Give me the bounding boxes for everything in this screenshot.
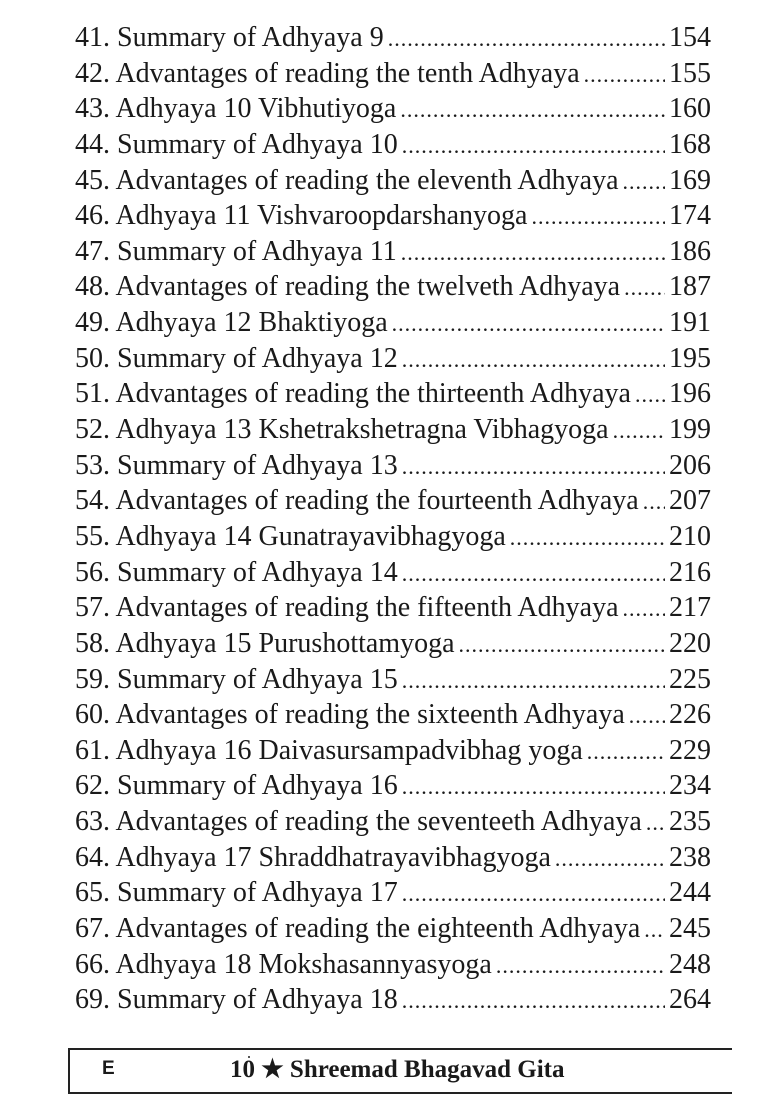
dot-leader: [402, 556, 665, 592]
toc-entry-label: 58. Adhyaya 15 Purushottamyoga: [75, 627, 455, 659]
toc-entry-page: 186: [669, 235, 711, 267]
toc-entry-page: 216: [669, 556, 711, 588]
dot-leader: [531, 199, 665, 235]
toc-entry-page: 225: [669, 663, 711, 695]
dot-leader: [644, 912, 665, 948]
toc-entry-label: 42. Advantages of reading the tenth Adhyaya: [75, 57, 580, 89]
dot-leader: [646, 805, 665, 841]
toc-entry-page: 191: [669, 307, 711, 339]
toc-entry-page: 195: [669, 342, 711, 374]
toc-entry: [75, 911, 711, 947]
toc-entry-page: 244: [669, 877, 711, 909]
toc-entry-label: 60. Advantages of reading the sixteenth Adhyaya: [75, 699, 625, 731]
toc-entry-page: 155: [669, 57, 711, 89]
toc-entry: [75, 626, 711, 662]
dot-leader: [402, 983, 665, 1019]
page-footer: [68, 1048, 732, 1094]
dot-leader: [496, 948, 665, 984]
toc-entry: [75, 840, 711, 876]
toc-entry: [75, 412, 711, 448]
edition-mark: E: [102, 1058, 115, 1079]
toc-entry: [75, 875, 711, 911]
dot-leader: [402, 663, 665, 699]
toc-entry-label: 61. Adhyaya 16 Daivasursampadvibhag yoga: [75, 734, 583, 766]
toc-entry-label: 65. Summary of Adhyaya 17: [75, 877, 398, 909]
toc-entry-page: 169: [669, 164, 711, 196]
dot-leader: [392, 306, 665, 342]
toc-entry-label: 64. Adhyaya 17 Shraddhatrayavibhagyoga: [75, 841, 551, 873]
toc-entry-page: 199: [669, 414, 711, 446]
toc-entry-page: 235: [669, 806, 711, 838]
toc-entry-page: 226: [669, 699, 711, 731]
toc-entry-label: 56. Summary of Adhyaya 14: [75, 556, 398, 588]
toc-entry-label: 63. Advantages of reading the seventeeth Adhyaya: [75, 806, 642, 838]
toc-entry: [75, 483, 711, 519]
toc-entry-label: 43. Adhyaya 10 Vibhutiyoga: [75, 93, 397, 125]
toc-entry-label: 50. Summary of Adhyaya 12: [75, 342, 398, 374]
toc-entry: [75, 519, 711, 555]
toc-entry-label: 45. Advantages of reading the eleventh Adhyaya: [75, 164, 619, 196]
toc-entry-label: 46. Adhyaya 11 Vishvaroopdarshanyoga: [75, 200, 528, 232]
dot-leader: [624, 270, 665, 306]
dot-leader: [643, 484, 665, 520]
toc-entry-label: 69. Summary of Adhyaya 18: [75, 984, 398, 1016]
dot-leader: [401, 235, 665, 271]
dot-leader: [623, 591, 666, 627]
dot-leader: [402, 449, 665, 485]
toc-entry-label: 52. Adhyaya 13 Kshetrakshetragna Vibhagyoga: [75, 414, 609, 446]
toc-entry-label: 67. Advantages of reading the eighteenth Adhyaya: [75, 913, 641, 945]
toc-entry: [75, 127, 711, 163]
toc-entry: [75, 234, 711, 270]
toc-entry: [75, 662, 711, 698]
toc-entry: [75, 376, 711, 412]
toc-entry-page: 160: [669, 93, 711, 125]
toc-entry-page: 210: [669, 520, 711, 552]
dot-leader: [623, 164, 666, 200]
toc-entry-label: 51. Advantages of reading the thirteenth Adhyaya: [75, 378, 631, 410]
toc-entry: [75, 804, 711, 840]
toc-entry-page: 229: [669, 734, 711, 766]
dot-leader: [555, 841, 665, 877]
toc-entry-page: 245: [669, 913, 711, 945]
toc-entry: [75, 555, 711, 591]
dot-leader: [510, 520, 665, 556]
toc-entry-page: 187: [669, 271, 711, 303]
toc-entry-label: 62. Summary of Adhyaya 16: [75, 770, 398, 802]
toc-entry: [75, 697, 711, 733]
toc-entry-label: 44. Summary of Adhyaya 10: [75, 128, 398, 160]
toc-entry: [75, 768, 711, 804]
dot-leader: [459, 627, 665, 663]
toc-entry: [75, 947, 711, 983]
toc-entry-page: 207: [669, 485, 711, 517]
table-of-contents: [75, 20, 711, 1018]
dot-leader: [388, 21, 665, 57]
running-footer-title: 10 ★ Shreemad Bhagavad Gita: [230, 1056, 565, 1083]
toc-entry-page: 238: [669, 841, 711, 873]
dot-leader: [400, 92, 665, 128]
toc-entry-label: 48. Advantages of reading the twelveth Adhyaya: [75, 271, 621, 303]
toc-entry: [75, 198, 711, 234]
toc-entry-label: 41. Summary of Adhyaya 9: [75, 22, 384, 53]
toc-entry-label: 53. Summary of Adhyaya 13: [75, 449, 398, 481]
toc-entry-page: 206: [669, 449, 711, 481]
toc-entry-page: 220: [669, 627, 711, 659]
toc-entry-label: 47. Summary of Adhyaya 11: [75, 235, 397, 267]
toc-entry-page: 264: [669, 984, 711, 1016]
toc-entry: [75, 56, 711, 92]
dot-leader: [402, 769, 665, 805]
dot-leader: [584, 57, 665, 93]
toc-entry: [75, 982, 711, 1018]
toc-entry-page: 174: [669, 200, 711, 232]
toc-entry: [75, 305, 711, 341]
dot-leader: [635, 377, 665, 413]
toc-entry-label: 55. Adhyaya 14 Gunatrayavibhagyoga: [75, 520, 506, 552]
toc-entry-page: 248: [669, 948, 711, 980]
toc-entry-label: 49. Adhyaya 12 Bhaktiyoga: [75, 307, 388, 339]
dot-leader: [402, 342, 665, 378]
toc-entry: [75, 269, 711, 305]
toc-entry: [75, 448, 711, 484]
toc-entry: [75, 733, 711, 769]
toc-entry: [75, 20, 711, 56]
dot-leader: [613, 413, 665, 449]
toc-entry-label: 57. Advantages of reading the fifteenth Adhyaya: [75, 592, 619, 624]
toc-entry-label: 66. Adhyaya 18 Mokshasannyasyoga: [75, 948, 492, 980]
toc-entry: [75, 590, 711, 626]
toc-entry-label: 59. Summary of Adhyaya 15: [75, 663, 398, 695]
toc-entry-page: 217: [669, 592, 711, 624]
toc-entry: [75, 163, 711, 199]
toc-entry-page: 234: [669, 770, 711, 802]
toc-entry-label: 54. Advantages of reading the fourteenth Adhyaya: [75, 485, 639, 517]
dot-leader: [629, 698, 665, 734]
toc-entry-page: 196: [669, 378, 711, 410]
toc-entry: [75, 91, 711, 127]
toc-entry-page: 168: [669, 128, 711, 160]
dot-leader: [402, 128, 665, 164]
toc-entry: [75, 341, 711, 377]
toc-entry-page: 154: [669, 22, 711, 53]
dot-leader: [402, 876, 665, 912]
dot-leader: [587, 734, 665, 770]
